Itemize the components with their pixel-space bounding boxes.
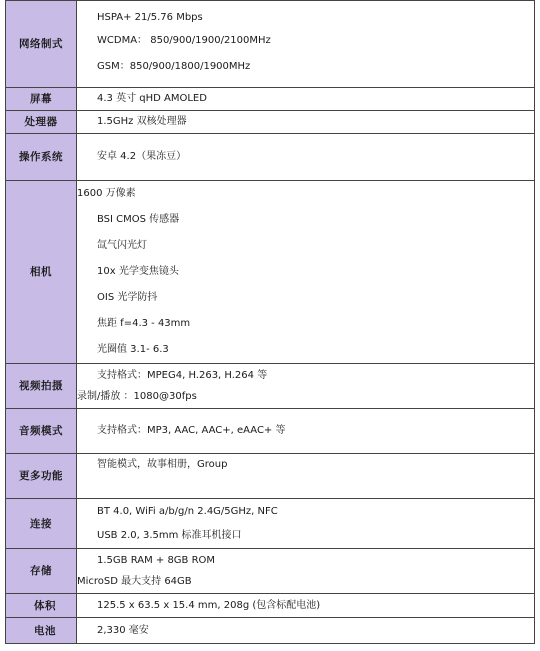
spec-table <box>5 0 535 644</box>
value-line: GSM：850/900/1800/1900MHz <box>97 61 251 72</box>
value-line: 125.5 x 63.5 x 15.4 mm, 208g (包含标配电池) <box>97 600 321 611</box>
row-value <box>77 549 535 594</box>
value-line: HSPA+ 21/5.76 Mbps <box>97 12 203 23</box>
row-value <box>77 111 535 134</box>
row-label: 连接 <box>6 499 77 549</box>
table-row <box>6 1 535 88</box>
table-row <box>6 134 535 181</box>
value-line: 10x 光学变焦镜头 <box>97 266 179 277</box>
table-row <box>6 549 535 594</box>
table-row <box>6 454 535 499</box>
row-value <box>77 499 535 549</box>
value-line: 支持格式：MPEG4, H.263, H.264 等 <box>97 370 268 381</box>
row-label: 操作系统 <box>6 134 77 181</box>
row-label: 视频拍摄 <box>6 364 77 409</box>
value-line: OIS 光学防抖 <box>97 292 158 303</box>
value-line: BSI CMOS 传感器 <box>97 214 180 225</box>
row-value <box>77 409 535 454</box>
value-line: 支持格式：MP3, AAC, AAC+, eAAC+ 等 <box>97 425 286 436</box>
row-label: 电池 <box>6 618 77 644</box>
row-label: 处理器 <box>6 111 77 134</box>
value-line: 光圈值 3.1- 6.3 <box>97 344 169 355</box>
value-line: 1600 万像素 <box>77 188 136 199</box>
row-value <box>77 134 535 181</box>
value-line: MicroSD 最大支持 64GB <box>77 576 192 587</box>
table-row <box>6 88 535 111</box>
value-line: 氙气闪光灯 <box>97 240 147 251</box>
row-value <box>77 1 535 88</box>
row-value <box>77 594 535 618</box>
row-label: 存储 <box>6 549 77 594</box>
table-row <box>6 409 535 454</box>
table-row <box>6 618 535 644</box>
table-row <box>6 364 535 409</box>
row-label: 体积 <box>6 594 77 618</box>
row-label: 相机 <box>6 181 77 364</box>
table-row <box>6 594 535 618</box>
row-value <box>77 364 535 409</box>
row-label: 音频模式 <box>6 409 77 454</box>
value-line: 智能模式，故事相册，Group <box>97 459 228 470</box>
row-value <box>77 454 535 499</box>
row-value <box>77 181 535 364</box>
row-label: 更多功能 <box>6 454 77 499</box>
value-line: 1.5GHz 双核处理器 <box>97 116 187 127</box>
value-line: 1.5GB RAM + 8GB ROM <box>97 555 216 566</box>
table-row <box>6 111 535 134</box>
value-line: 4.3 英寸 qHD AMOLED <box>97 93 207 104</box>
value-line: WCDMA： 850/900/1900/2100MHz <box>97 35 271 46</box>
value-line: 录制/播放 ：1080@30fps <box>77 391 197 402</box>
table-row <box>6 499 535 549</box>
value-line: 2,330 毫安 <box>97 624 149 636</box>
value-line: BT 4.0, WiFi a/b/g/n 2.4G/5GHz, NFC <box>97 505 278 517</box>
table-row <box>6 181 535 364</box>
row-label: 网络制式 <box>6 1 77 88</box>
row-value <box>77 88 535 111</box>
value-line: 安卓 4.2（果冻豆） <box>97 151 187 162</box>
row-label: 屏幕 <box>6 88 77 111</box>
value-line: USB 2.0, 3.5mm 标准耳机接口 <box>97 529 242 541</box>
row-value <box>77 618 535 644</box>
value-line: 焦距 f=4.3 - 43mm <box>97 318 191 329</box>
